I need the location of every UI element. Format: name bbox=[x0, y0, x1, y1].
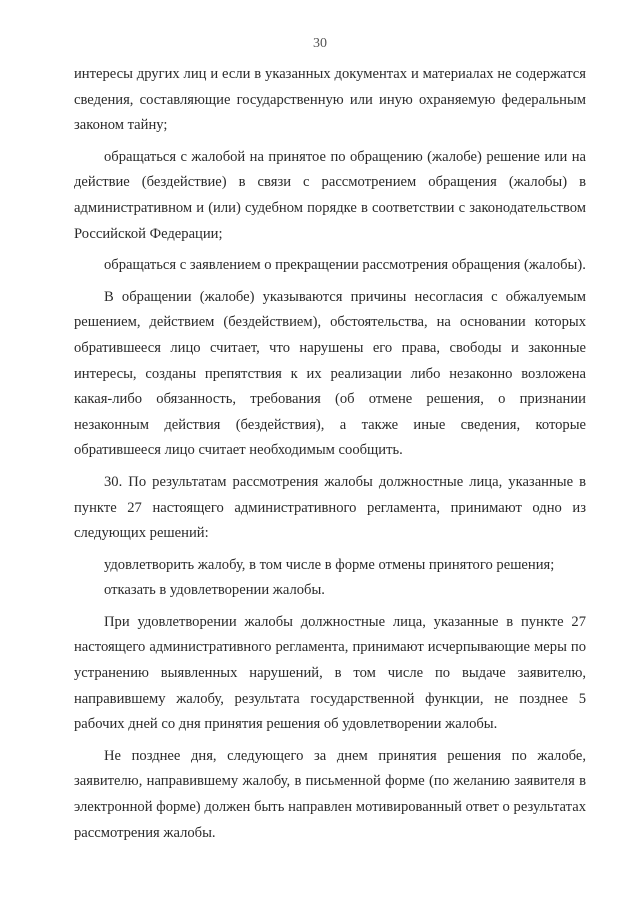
list-item-refuse: отказать в удовлетворении жалобы. bbox=[104, 582, 325, 599]
document-body bbox=[74, 62, 586, 846]
paragraph-termination-right: обращаться с заявлением о прекращении рассмотрения обращения (жалобы). bbox=[104, 257, 586, 274]
paragraph-appeal-right: обращаться с жалобой на принятое по обращению (жалобе) решение или на действие (бездействие) в связи с рассмотрением обращения (жалобы) в административном и (или) судебном порядке в соответствии с законодательством Российской Федерации; bbox=[74, 148, 586, 242]
paragraph-response-deadline: Не позднее дня, следующего за днем принятия решения по жалобе, заявителю, направившему жалобу, в письменной форме (по желанию заявителя в электронной форме) должен быть направлен мотивированный ответ о результатах рассмотрения жалобы. bbox=[74, 747, 586, 841]
paragraph-item-30: 30. По результатам рассмотрения жалобы должностные лица, указанные в пункте 27 настоящего административного регламента, принимают одно из следующих решений: bbox=[74, 473, 586, 542]
paragraph-continuation: интересы других лиц и если в указанных документах и материалах не содержатся сведения, составляющие государственную или иную охраняемую федеральным законом тайну; bbox=[74, 66, 586, 134]
paragraph-complaint-content: В обращении (жалобе) указываются причины несогласия с обжалуемым решением, действием (бездействием), обстоятельства, на основании которых обратившееся лицо считает, что нарушены его права, свободы и законные интересы, созданы препятствия к их реализации либо незаконно возложена какая-либо обязанность, требования (об отмене решения, о признании незаконным действия (бездействия), а также иные сведения, которые обратившееся лицо считает необходимым сообщить. bbox=[74, 288, 586, 459]
page-number: 30 bbox=[313, 36, 327, 51]
list-item-satisfy: удовлетворить жалобу, в том числе в форме отмены принятого решения; bbox=[104, 556, 555, 573]
paragraph-satisfaction-measures: При удовлетворении жалобы должностные лица, указанные в пункте 27 настоящего административного регламента, принимают исчерпывающие меры по устранению выявленных нарушений, в том числе по выдаче заявителю, направившему жалобу, результата государственной функции, не позднее 5 рабочих дней со дня принятия решения об удовлетворении жалобы. bbox=[74, 613, 586, 733]
